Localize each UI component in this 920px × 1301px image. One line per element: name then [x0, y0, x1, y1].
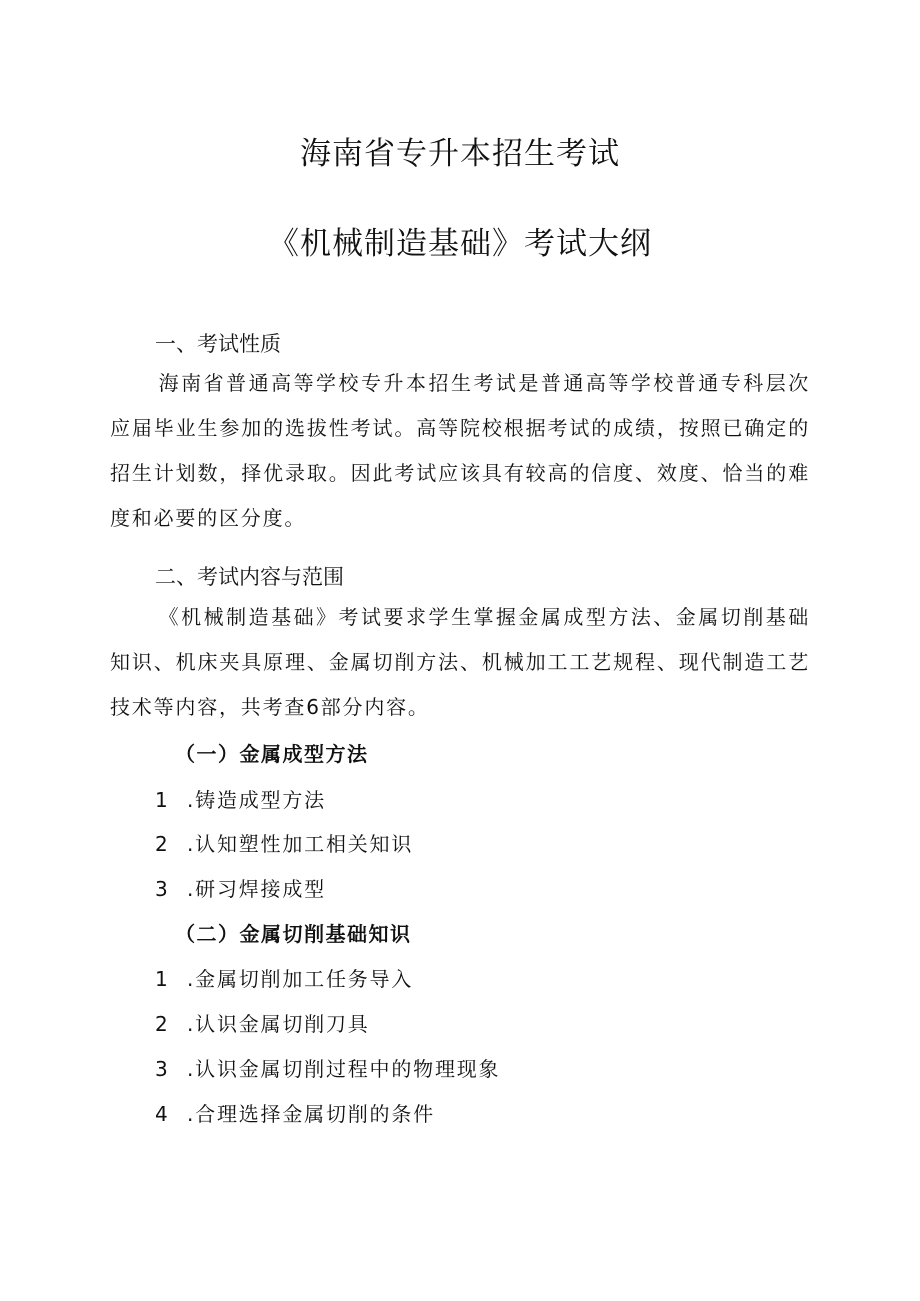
item-text: .铸造成型方法	[187, 788, 326, 812]
part-heading-1: （一）金属成型方法	[175, 742, 369, 766]
item-number: 3	[155, 877, 170, 901]
item-text: .研习焊接成型	[187, 877, 326, 901]
item-text: .合理选择金属切削的条件	[187, 1102, 435, 1126]
section-heading-content: 二、考试内容与范围	[155, 565, 344, 589]
list-item	[155, 963, 413, 992]
item-number: 1	[155, 788, 170, 812]
item-number: 2	[155, 832, 170, 856]
list-item	[155, 1008, 370, 1037]
list-item	[155, 784, 326, 813]
item-text: .认知塑性加工相关知识	[187, 832, 414, 856]
paragraph-text: 海南省普通高等学校专升本招生考试是普通高等学校普通专科层次应届毕业生参加的选拔性考试。高等院校根据考试的成绩，按照已确定的招生计划数，择优录取。因此考试应该具有较高的信度、效度、恰当的难度和必要的区分度。	[110, 371, 810, 530]
list-item	[155, 828, 413, 857]
section-heading-nature: 一、考试性质	[155, 332, 281, 356]
part-heading-2: （二）金属切削基础知识	[175, 922, 412, 946]
document-title: 海南省专升本招生考试	[300, 136, 620, 172]
list-item	[155, 873, 326, 902]
section-paragraph-content	[110, 595, 810, 730]
item-number: 1	[155, 967, 170, 991]
item-number: 3	[155, 1057, 170, 1081]
list-item	[155, 1053, 500, 1082]
item-text: .认识金属切削刀具	[187, 1012, 370, 1036]
item-number: 2	[155, 1012, 170, 1036]
item-text: .金属切削加工任务导入	[187, 967, 414, 991]
document-subtitle: 《机械制造基础》考试大纲	[268, 226, 652, 262]
item-number: 4	[155, 1102, 170, 1126]
list-item	[155, 1098, 435, 1127]
section-paragraph-nature	[110, 361, 810, 541]
item-text: .认识金属切削过程中的物理现象	[187, 1057, 501, 1081]
paragraph-text: 《机械制造基础》考试要求学生掌握金属成型方法、金属切削基础知识、机床夹具原理、金属切削方法、机械加工工艺规程、现代制造工艺技术等内容，共考查6部分内容。	[110, 605, 810, 719]
